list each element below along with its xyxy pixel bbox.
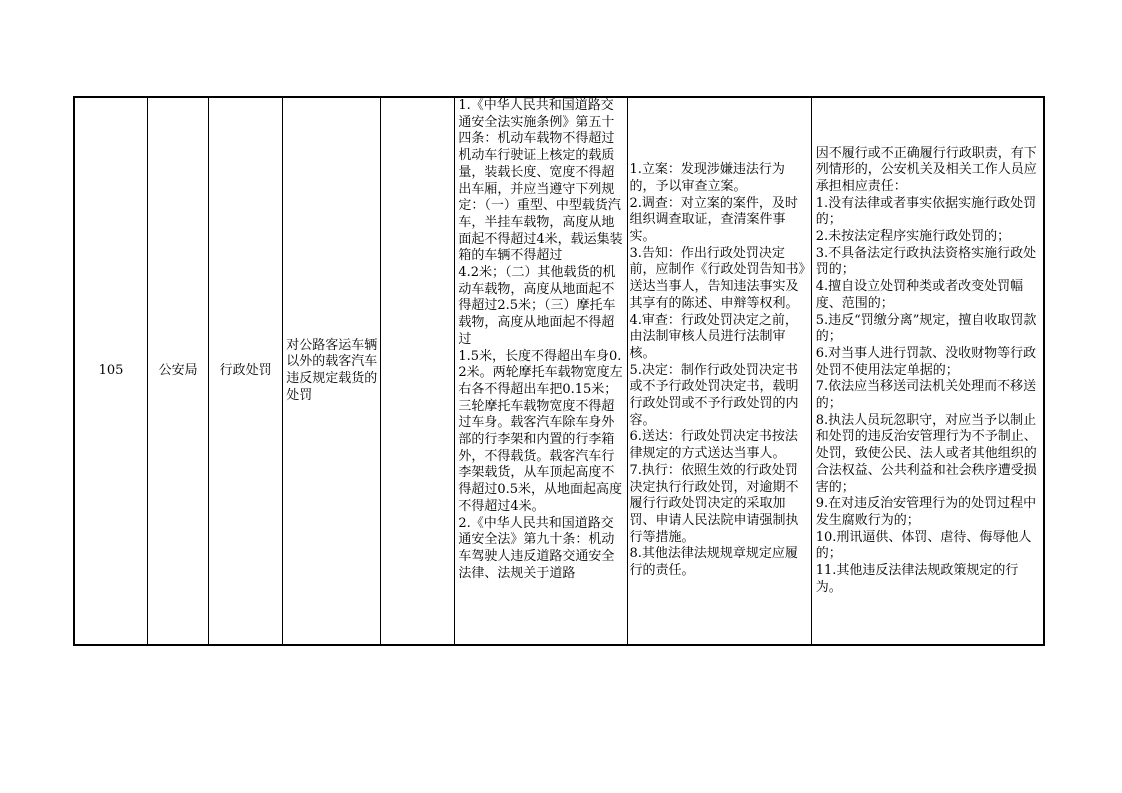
procedure-cell — [627, 97, 811, 645]
responsibility-text — [812, 146, 1043, 597]
responsibility-item: 4.擅自设立处罚种类或者改变处罚幅度、范围的； — [815, 279, 1024, 311]
basis-paragraph: 2.《中华人民共和国道路交通安全法》第九十条：机动车驾驶人违反道路交通安全法律、法规关于道路 — [458, 515, 615, 581]
procedure-step: 7.执行：依照生效的行政处罚决定执行行政处罚，对逾期不履行行政处罚决定的采取加罚、申请人民法院申请强制执行等措施。 — [629, 462, 799, 545]
responsibility-item: 因不履行或不正确履行行政职责，有下列情形的，公安机关及相关工作人员应承担相应责任： — [815, 145, 1037, 194]
responsibility-item: 6.对当事人进行罚款、没收财物等行政处罚不使用法定单据的； — [815, 345, 1037, 378]
procedure-step: 8.其他法律法规规章规定应履行的责任。 — [629, 546, 798, 579]
responsibility-item: 3.不具备法定行政执法资格实施行政处罚的； — [815, 245, 1037, 278]
procedure-step: 6.送达：行政处罚决定书按法律规定的方式送达当事人。 — [629, 429, 798, 462]
responsibility-item: 8.执法人员玩忽职守，对应当予以制止和处罚的违反治安管理行为不予制止、处罚，致使公民、法人或者其他组织的合法权益、公共利益和社会秩序遭受损害的； — [815, 412, 1037, 495]
basis-paragraph: 1.《中华人民共和国道路交通安全法实施条例》第五十四条：机动车载物不得超过机动车行驶证上核定的载质量，装载长度、宽度不得超出车厢，并应当遵守下列规定：（一）重型、中型载货汽车，半挂车载物，高度从地面起不得超过4米，载运集装箱的车辆不得超过 — [458, 98, 623, 264]
item-number: 105 — [74, 97, 148, 645]
empty-cell — [381, 97, 455, 645]
item-name-cell — [283, 97, 381, 645]
responsibility-item: 9.在对违反治安管理行为的处罚过程中发生腐败行为的； — [815, 496, 1037, 528]
responsibility-item: 2.未按法定程序实施行政处罚的； — [815, 229, 1011, 245]
procedure-text — [628, 162, 811, 580]
responsibility-item: 1.没有法律或者事实依据实施行政处罚的； — [815, 195, 1037, 228]
procedure-step: 1.立案：发现涉嫌违法行为的，予以审查立案。 — [629, 162, 785, 194]
department-cell: 公安局 — [148, 97, 209, 645]
basis-paragraph: 1.5米，长度不得超出车身0.2米。两轮摩托车载物宽度左右各不得超出车把0.15米；三轮摩托车载物宽度不得超过车身。载客汽车除车身外部的行李架和内置的行李箱外，不得载货。载客汽车行李架载货，从车顶起高度不得超过0.5米，从地面起高度不得超过4米。 — [458, 348, 623, 514]
procedure-step: 5.决定：制作行政处罚决定书或不予行政处罚决定书，载明行政处罚或不予行政处罚的内容。 — [629, 362, 799, 428]
responsibility-item: 5.违反“罚缴分离”规定，擅自收取罚款的； — [815, 312, 1037, 345]
responsibility-item: 10.刑讯逼供、体罚、虐待、侮辱他人的； — [815, 529, 1032, 562]
procedure-step: 4.审查：行政处罚决定之前，由法制审核人员进行法制审核。 — [629, 312, 798, 361]
responsibility-item: 7.依法应当移送司法机关处理而不移送的； — [815, 379, 1037, 412]
item-name-text: 对公路客运车辆以外的载客汽车违反规定载货的处罚 — [286, 337, 378, 403]
penalty-type-cell: 行政处罚 — [209, 97, 283, 645]
responsibility-cell — [811, 97, 1044, 645]
procedure-step: 3.告知：作出行政处罚决定前，应制作《行政处罚告知书》送达当事人，告知违法事实及其享有的陈述、申辩等权利。 — [629, 245, 806, 311]
penalty-table — [73, 96, 1045, 646]
responsibility-item: 11.其他违反法律法规政策规定的行为。 — [815, 563, 1019, 595]
procedure-step: 2.调查：对立案的案件，及时组织调查取证，查清案件事实。 — [629, 195, 798, 245]
legal-basis-cell — [455, 97, 627, 645]
table-row — [74, 97, 1044, 645]
basis-paragraph: 4.2米；（二）其他载货的机动车载物，高度从地面起不得超过2.5米；（三）摩托车载物，高度从地面起不得超过 — [458, 265, 616, 347]
legal-basis-text — [455, 98, 626, 644]
